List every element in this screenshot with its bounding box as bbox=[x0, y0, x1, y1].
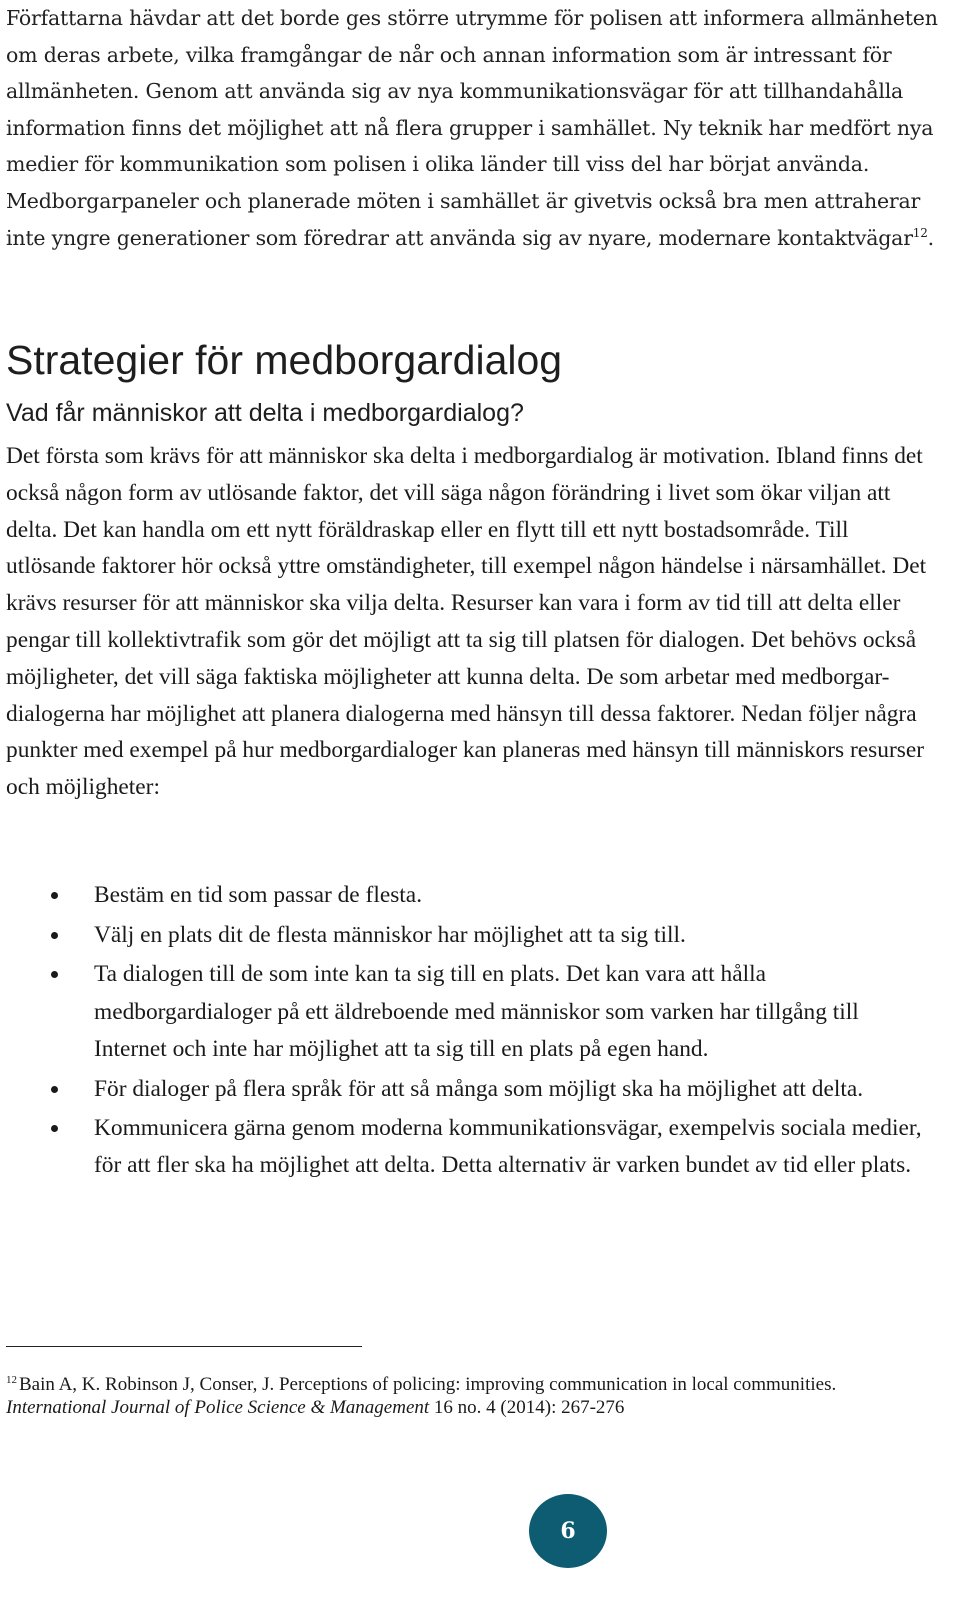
list-item bbox=[6, 1110, 941, 1184]
body-paragraph: Det första som krävs för att människor ska delta i medborgardialog är motivation. Ibland finns det också någon form av utlösande faktor, det vill säga någon förändring i livet som ökar viljan att delta. Det kan handla om ett nytt föräldraskap eller en flytt till ett nytt bostadsområde. Till utlösande faktorer hör också yttre omständigheter, till exempel någon händelse i närsamhället. Det krävs resurser för att människor ska vilja delta. Resurser kan vara i form av tid till att delta eller pengar till kollektivtrafik som gör det möjligt att ta sig till platsen för dialogen. Det behövs också möjligheter, det vill säga faktiska möjligheter att kunna delta. De som arbetar med medborgar-dialogerna har möjlighet att planera dialogerna med hänsyn till dessa faktorer. Nedan följer några punkter med exempel på hur medborgardialoger kan planeras med hänsyn till människors resurser och möjligheter: bbox=[6, 443, 927, 801]
intro-text: Författarna hävdar att det borde ges större utrymme för polisen att informera allmänheten om deras arbete, vilka framgångar de når och annan information som är intressant för allmänheten. Genom att använda sig av nya kommunikationsvägar för att tillhandahålla information finns det möjlighet att nå flera grupper i samhället. Ny teknik har medfört nya medier för kommunikation som polisen i olika länder till viss del har börjat använda. Medborgarpaneler och planerade möten i samhället är givetvis också bra men attraherar inte yngre generationer som föredrar att använda sig av nyare, modernare kontaktvägar bbox=[6, 6, 938, 250]
footnote-divider bbox=[6, 1346, 362, 1347]
list-item-text: För dialoger på flera språk för att så många som möjligt ska ha möjlighet att delta. bbox=[94, 1075, 864, 1102]
list-item bbox=[6, 917, 941, 954]
intro-end: . bbox=[927, 225, 934, 250]
list-item-text: Välj en plats dit de flesta människor har möjlighet att ta sig till. bbox=[94, 921, 686, 948]
list-item bbox=[6, 1071, 941, 1108]
footnote-ref: 12 bbox=[912, 225, 928, 240]
footnote-journal: International Journal of Police Science & Management bbox=[6, 1397, 430, 1419]
list-item bbox=[6, 877, 941, 914]
bullet-icon bbox=[51, 932, 58, 939]
list-item-text: Ta dialogen till de som inte kan ta sig till en plats. Det kan vara att hålla medborgardialoger på ett äldreboende med människor som varken har tillgång till Internet och inte har möjlighet att ta sig till en plats på egen hand. bbox=[94, 961, 859, 1062]
list-item-text: Bestäm en tid som passar de flesta. bbox=[94, 882, 423, 908]
list-item bbox=[6, 956, 941, 1068]
intro-paragraph bbox=[6, 0, 941, 256]
bullet-icon bbox=[51, 892, 58, 899]
footnote bbox=[6, 1373, 941, 1420]
list-item-text: Kommunicera gärna genom moderna kommunikationsvägar, exempelvis sociala medier, för att fler ska ha möjlighet att delta. Detta alternativ är varken bundet av tid eller plats. bbox=[94, 1115, 922, 1179]
bullet-icon bbox=[51, 971, 58, 978]
bullet-icon bbox=[51, 1086, 58, 1093]
page-number-badge: 6 bbox=[529, 1494, 607, 1568]
footnote-text-after: 16 no. 4 (2014): 267-276 bbox=[429, 1397, 625, 1419]
section-heading: Strategier för medborgardialog bbox=[6, 337, 563, 383]
bullet-list bbox=[6, 877, 941, 1187]
footnote-text-before: Bain A, K. Robinson J, Conser, J. Perceptions of policing: improving communication in local communities. bbox=[19, 1374, 837, 1395]
footnote-number: 12 bbox=[6, 1374, 17, 1386]
section-subheading: Vad får människor att delta i medborgardialog? bbox=[6, 399, 524, 427]
bullet-icon bbox=[51, 1125, 58, 1132]
